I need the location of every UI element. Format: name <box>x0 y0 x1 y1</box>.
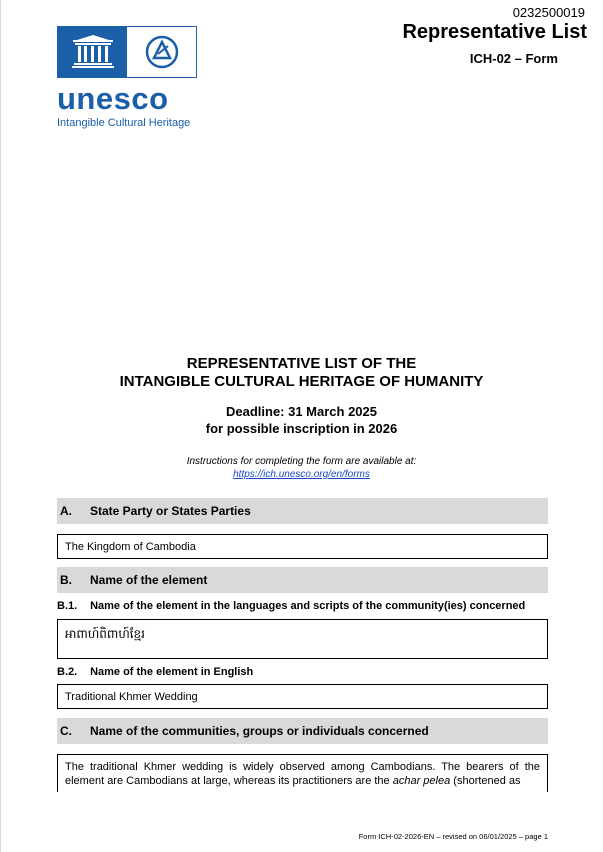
communities-text-2: (shortened as <box>450 775 521 787</box>
title-line-1: REPRESENTATIVE LIST OF THE <box>186 355 417 372</box>
section-b1-title: Name of the element in the languages and scripts of the community(ies) concerned <box>90 600 526 612</box>
section-c-title: Name of the communities, groups or individuals concerned <box>90 724 429 738</box>
element-name-native-field[interactable] <box>57 619 548 659</box>
deadline-line-1: Deadline: 31 March 2025 <box>225 404 378 419</box>
deadline-line-2: for possible inscription in 2026 <box>205 421 398 436</box>
element-name-native-value: អាពាហ៍ពិពាហ៍ខ្មែរ <box>65 627 145 641</box>
section-b2-header <box>57 666 253 678</box>
ich-emblem-icon <box>127 27 196 77</box>
section-c-header <box>57 718 548 744</box>
document-number: 0232500019 <box>512 5 585 20</box>
instructions <box>0 455 603 481</box>
section-a-header <box>57 498 548 524</box>
form-title: Representative List <box>402 21 587 43</box>
page-footer: Form ICH-02-2026-EN – revised on 06/01/2025 – page 1 <box>358 832 548 841</box>
instructions-text: Instructions for completing the form are available at: <box>186 456 417 467</box>
element-name-english-field[interactable] <box>57 684 548 709</box>
deadline <box>0 403 603 437</box>
instructions-link[interactable]: https://ich.unesco.org/en/forms <box>233 469 370 480</box>
logo-subtitle: Intangible Cultural Heritage <box>57 117 191 129</box>
state-party-field[interactable] <box>57 534 548 559</box>
element-name-english-value: Traditional Khmer Wedding <box>65 691 198 703</box>
temple-icon <box>58 27 127 77</box>
page-title <box>0 355 603 391</box>
unesco-logo <box>57 26 202 129</box>
communities-text-1: The traditional Khmer wedding is widely observed among Cambodians. The bearers of the element are Cambodians at large, whereas its practitioners are the <box>65 761 540 787</box>
section-b1-number: B.1. <box>57 600 78 612</box>
section-c-letter: C. <box>60 724 72 738</box>
logo-emblem <box>57 26 197 78</box>
communities-text-em: achar pelea <box>392 775 451 787</box>
title-line-2: INTANGIBLE CULTURAL HERITAGE OF HUMANITY <box>119 373 484 390</box>
section-b1-header <box>57 600 525 612</box>
logo-wordmark: unesco <box>57 81 169 116</box>
section-b-header <box>57 567 548 593</box>
section-b-letter: B. <box>60 573 72 587</box>
section-b-title: Name of the element <box>90 573 208 587</box>
section-b2-title: Name of the element in English <box>90 666 254 678</box>
state-party-value: The Kingdom of Cambodia <box>65 541 196 553</box>
form-code: ICH-02 – Form <box>469 51 558 66</box>
section-b2-number: B.2. <box>57 666 78 678</box>
communities-field[interactable] <box>57 754 548 792</box>
section-a-letter: A. <box>60 504 72 518</box>
section-a-title: State Party or States Parties <box>90 504 251 518</box>
